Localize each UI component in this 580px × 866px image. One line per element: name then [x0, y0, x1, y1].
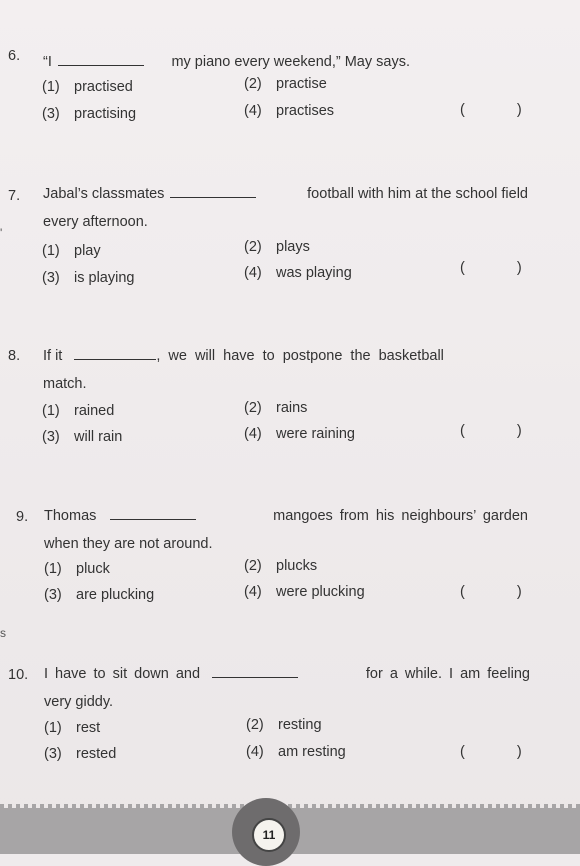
option-4: (4) am resting — [246, 744, 346, 760]
option-1: (1) play — [42, 243, 101, 259]
page-number: 11 — [252, 818, 286, 852]
option-3: (3) practising — [42, 106, 137, 122]
question-number: 7. — [8, 188, 21, 204]
answer-bracket[interactable]: ( ) — [460, 423, 522, 439]
stem-continuation: very giddy. — [44, 694, 114, 710]
stem-lead: “I — [43, 54, 52, 70]
question-stem — [43, 48, 410, 76]
margin-mark: s — [0, 626, 6, 640]
question-stem — [43, 342, 528, 398]
margin-mark: ' — [0, 226, 3, 240]
question-stem — [44, 502, 528, 558]
stem-continuation: when they are not around. — [44, 536, 213, 552]
option-4: (4) practises — [244, 103, 335, 119]
stem-tail: for a while. I am feeling — [365, 666, 530, 682]
option-2: (2) rains — [244, 400, 308, 416]
stem-lead: Thomas — [44, 508, 97, 524]
option-1: (1) rest — [44, 720, 101, 736]
stem-continuation: match. — [43, 376, 87, 392]
answer-blank — [74, 345, 156, 360]
question-stem — [44, 660, 530, 716]
option-4: (4) were raining — [244, 426, 355, 442]
stem-tail: football with him at the school field — [307, 186, 528, 202]
answer-bracket[interactable]: ( ) — [460, 260, 522, 276]
question-number: 9. — [16, 509, 29, 525]
option-3: (3) is playing — [42, 270, 135, 286]
option-4: (4) were plucking — [244, 584, 365, 600]
stem-continuation: every afternoon. — [43, 214, 148, 230]
stem-tail: mangoes from his neighbours’ garden — [273, 508, 528, 524]
question-number: 8. — [8, 348, 21, 364]
stem-lead: Jabal’s classmates — [43, 186, 165, 202]
stem-lead: If it — [43, 348, 63, 364]
answer-bracket[interactable]: ( ) — [460, 584, 522, 600]
answer-bracket[interactable]: ( ) — [460, 744, 522, 760]
answer-blank — [110, 505, 196, 520]
answer-blank — [58, 51, 144, 66]
option-1: (1) pluck — [44, 561, 110, 577]
option-1: (1) practised — [42, 79, 133, 95]
answer-blank — [170, 183, 256, 198]
option-2: (2) plays — [244, 239, 310, 255]
option-3: (3) are plucking — [44, 587, 155, 603]
option-2: (2) resting — [246, 717, 322, 733]
question-number: 10. — [8, 667, 29, 683]
option-3: (3) rested — [44, 746, 117, 762]
option-2: (2) practise — [244, 76, 327, 92]
stem-lead: I have to sit down and — [44, 666, 201, 682]
option-1: (1) rained — [42, 403, 115, 419]
stem-tail: , we will have to postpone the basketball — [156, 348, 444, 364]
option-4: (4) was playing — [244, 265, 352, 281]
answer-blank — [212, 663, 298, 678]
option-3: (3) will rain — [42, 429, 123, 445]
question-number: 6. — [8, 48, 21, 64]
stem-tail: my piano every weekend,” May says. — [171, 54, 410, 70]
option-2: (2) plucks — [244, 558, 318, 574]
question-stem — [43, 180, 528, 236]
answer-bracket[interactable]: ( ) — [460, 102, 522, 118]
